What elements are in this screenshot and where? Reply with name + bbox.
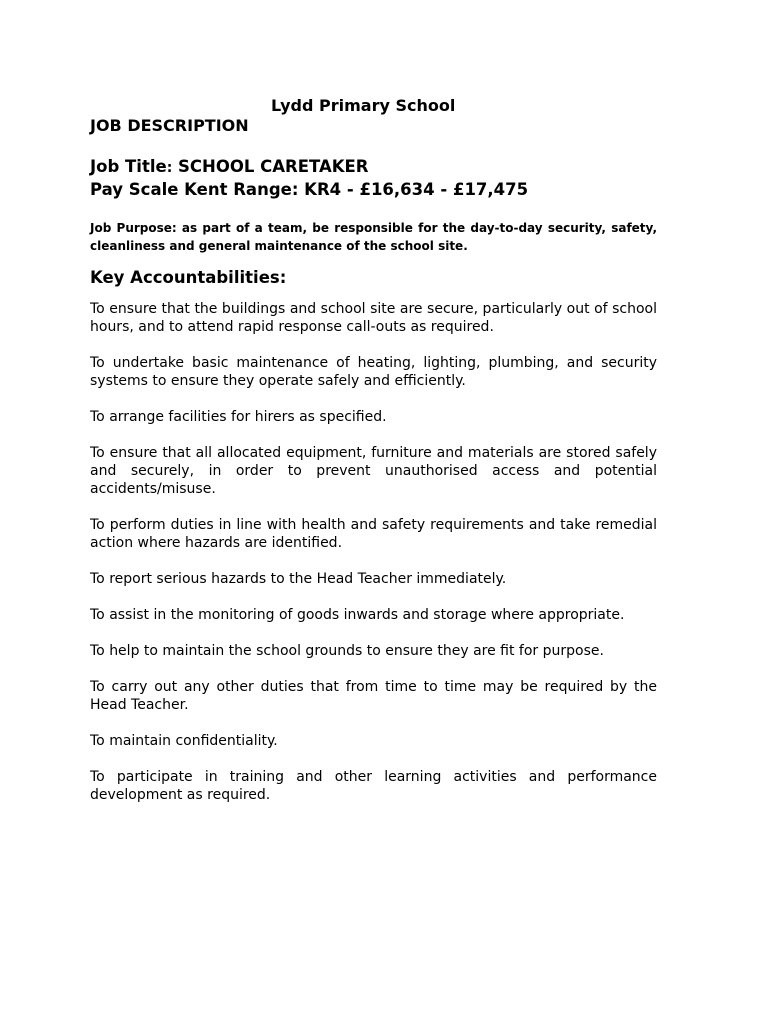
- document-page: [90, 96, 657, 822]
- accountability-item: To carry out any other duties that from time to time may be required by the Head Teacher.: [90, 679, 657, 713]
- job-title-value: SCHOOL CARETAKER: [172, 157, 369, 176]
- job-title-label: Job Title: [90, 157, 167, 176]
- accountability-item: To ensure that all allocated equipment, furniture and materials are stored safely and securely, in order to prevent unauthorised access and potential accidents/misuse.: [90, 445, 657, 497]
- job-title-line: [90, 156, 657, 179]
- accountability-item: To help to maintain the school grounds to ensure they are fit for purpose.: [90, 643, 604, 659]
- accountability-item: To maintain confidentiality.: [90, 733, 278, 749]
- school-name: Lydd Primary School: [271, 96, 456, 115]
- job-purpose: Job Purpose: as part of a team, be responsible for the day-to-day security, safety, cleanliness and general maintenance of the school site.: [90, 221, 657, 253]
- accountability-item: To participate in training and other learning activities and performance development as required.: [90, 769, 657, 803]
- accountability-item: To arrange facilities for hirers as specified.: [90, 409, 387, 425]
- accountability-item: To perform duties in line with health and safety requirements and take remedial action where hazards are identified.: [90, 517, 657, 551]
- key-accountabilities-heading: Key Accountabilities:: [90, 268, 287, 287]
- accountabilities-list: [90, 300, 657, 804]
- accountability-item: To ensure that the buildings and school site are secure, particularly out of school hours, and to attend rapid response call-outs as required.: [90, 301, 657, 335]
- document-heading: JOB DESCRIPTION: [90, 116, 249, 135]
- job-title-colon: :: [166, 160, 173, 176]
- accountability-item: To report serious hazards to the Head Teacher immediately.: [90, 571, 507, 587]
- pay-scale-line: Pay Scale Kent Range: KR4 - £16,634 - £17,475: [90, 180, 529, 199]
- accountability-item: To undertake basic maintenance of heating, lighting, plumbing, and security systems to ensure they operate safely and efficiently.: [90, 355, 657, 389]
- accountability-item: To assist in the monitoring of goods inwards and storage where appropriate.: [90, 607, 625, 623]
